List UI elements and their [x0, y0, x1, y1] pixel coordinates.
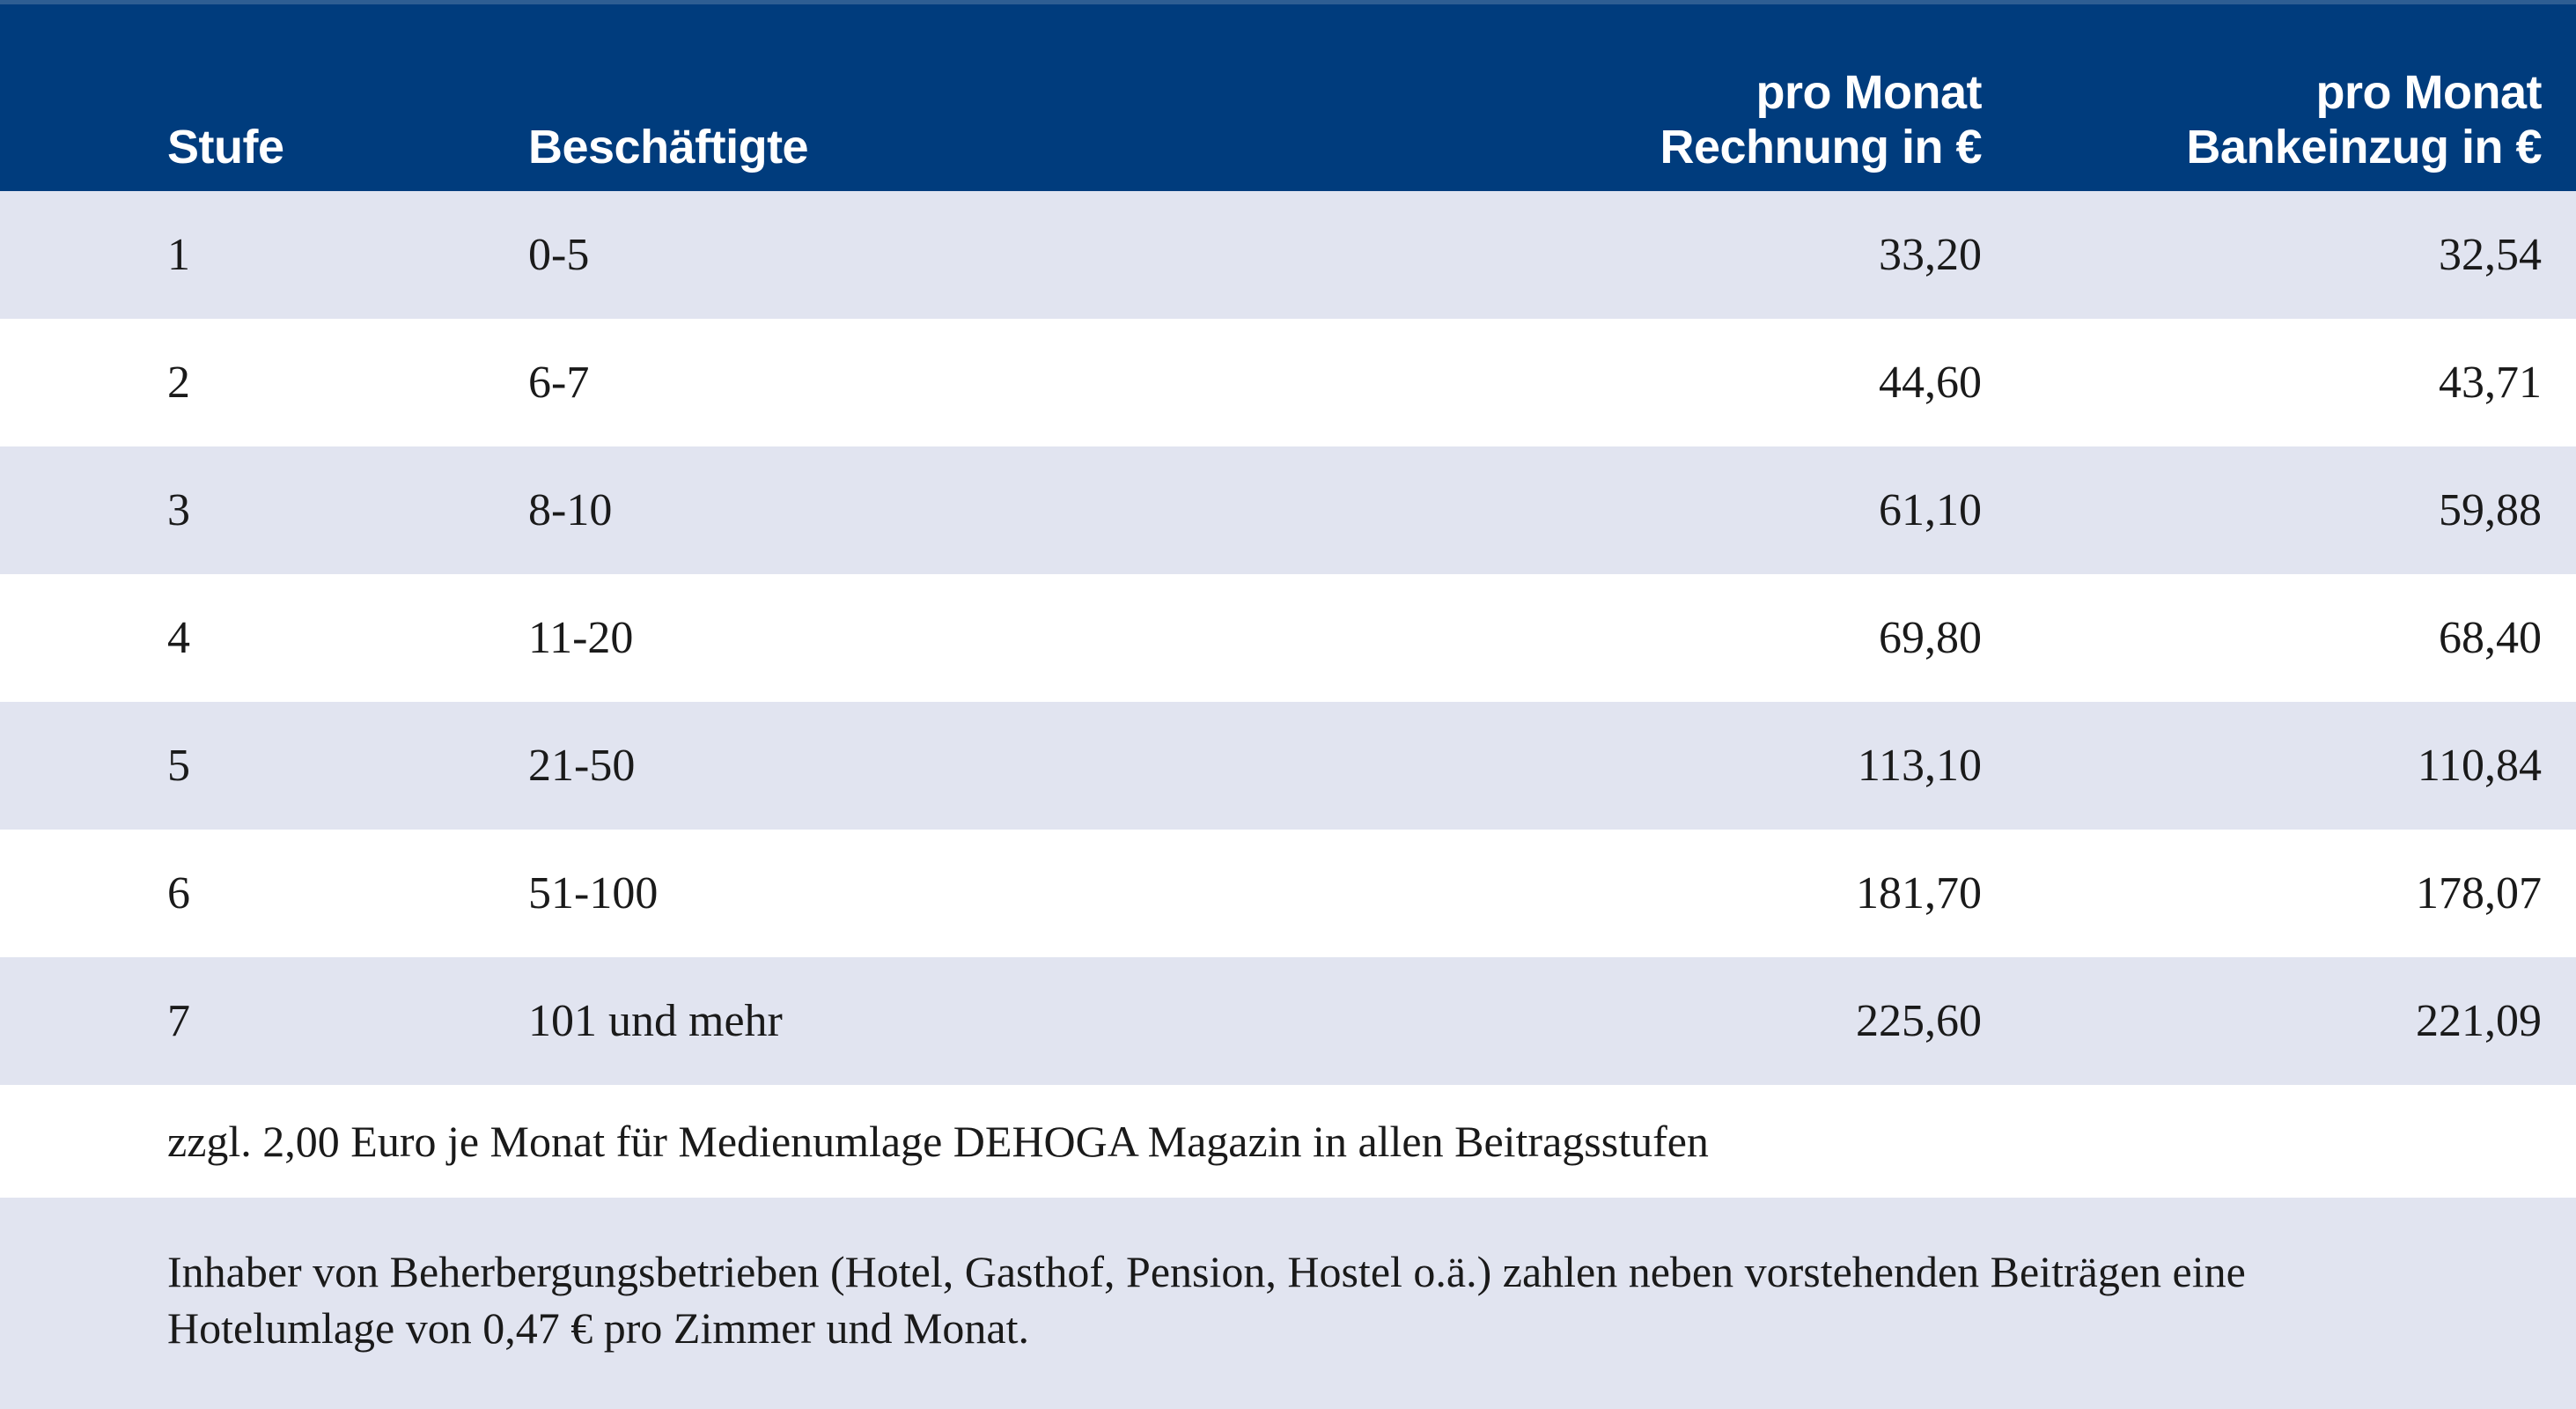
cell-rechnung: 69,80	[1879, 612, 1982, 663]
column-header-beschaeftigte: Beschäftigte	[528, 121, 809, 174]
cell-stufe: 7	[167, 995, 190, 1046]
cell-stufe: 1	[167, 229, 190, 280]
cell-beschaeftigte: 11-20	[528, 612, 634, 663]
cell-rechnung: 33,20	[1879, 229, 1982, 280]
table-row	[0, 191, 2576, 319]
cell-rechnung: 44,60	[1879, 357, 1982, 408]
table-row	[0, 830, 2576, 957]
footnote-hotel-levy	[0, 1198, 2576, 1409]
cell-beschaeftigte: 8-10	[528, 484, 613, 535]
table-row	[0, 702, 2576, 830]
footnote-hotel-levy-text: Inhaber von Beherbergungsbetrieben (Hotel, Gasthof, Pension, Hostel o.ä.) zahlen neben vorstehenden Beiträgen eine Hotelumlage von 0,47 € pro Zimmer und Monat.	[167, 1247, 2246, 1353]
cell-rechnung: 181,70	[1856, 867, 1982, 918]
column-header-rechnung-line2: Rechnung in €	[1660, 121, 1982, 174]
table-row	[0, 319, 2576, 446]
column-header-rechnung	[1461, 65, 2019, 175]
cell-beschaeftigte: 0-5	[528, 229, 590, 280]
column-header-rechnung-line1: pro Monat	[1755, 65, 1982, 119]
cell-stufe: 3	[167, 484, 190, 535]
cell-beschaeftigte: 6-7	[528, 357, 590, 408]
column-header-bankeinzug	[2019, 65, 2576, 175]
cell-beschaeftigte: 51-100	[528, 867, 659, 918]
cell-bankeinzug: 221,09	[2416, 995, 2542, 1046]
cell-stufe: 6	[167, 867, 190, 918]
column-header-stufe: Stufe	[167, 121, 284, 174]
cell-bankeinzug: 110,84	[2417, 740, 2542, 791]
table-row	[0, 446, 2576, 574]
cell-bankeinzug: 59,88	[2439, 484, 2542, 535]
cell-bankeinzug: 68,40	[2439, 612, 2542, 663]
cell-bankeinzug: 43,71	[2439, 357, 2542, 408]
cell-rechnung: 113,10	[1857, 740, 1982, 791]
cell-stufe: 4	[167, 612, 190, 663]
footnote-media-levy-text: zzgl. 2,00 Euro je Monat für Medienumlage DEHOGA Magazin in allen Beitragsstufen	[167, 1117, 1709, 1166]
cell-stufe: 5	[167, 740, 190, 791]
cell-beschaeftigte: 21-50	[528, 740, 636, 791]
footnote-media-levy	[0, 1085, 2576, 1198]
cell-rechnung: 61,10	[1879, 484, 1982, 535]
cell-bankeinzug: 178,07	[2416, 867, 2542, 918]
cell-beschaeftigte: 101 und mehr	[528, 995, 783, 1046]
cell-rechnung: 225,60	[1856, 995, 1982, 1046]
cell-stufe: 2	[167, 357, 190, 408]
table-header-row	[0, 4, 2576, 191]
column-header-bankeinzug-line2: Bankeinzug in €	[2186, 121, 2542, 174]
table-row	[0, 574, 2576, 702]
table-row	[0, 957, 2576, 1085]
cell-bankeinzug: 32,54	[2439, 229, 2542, 280]
column-header-bankeinzug-line1: pro Monat	[2315, 65, 2542, 119]
